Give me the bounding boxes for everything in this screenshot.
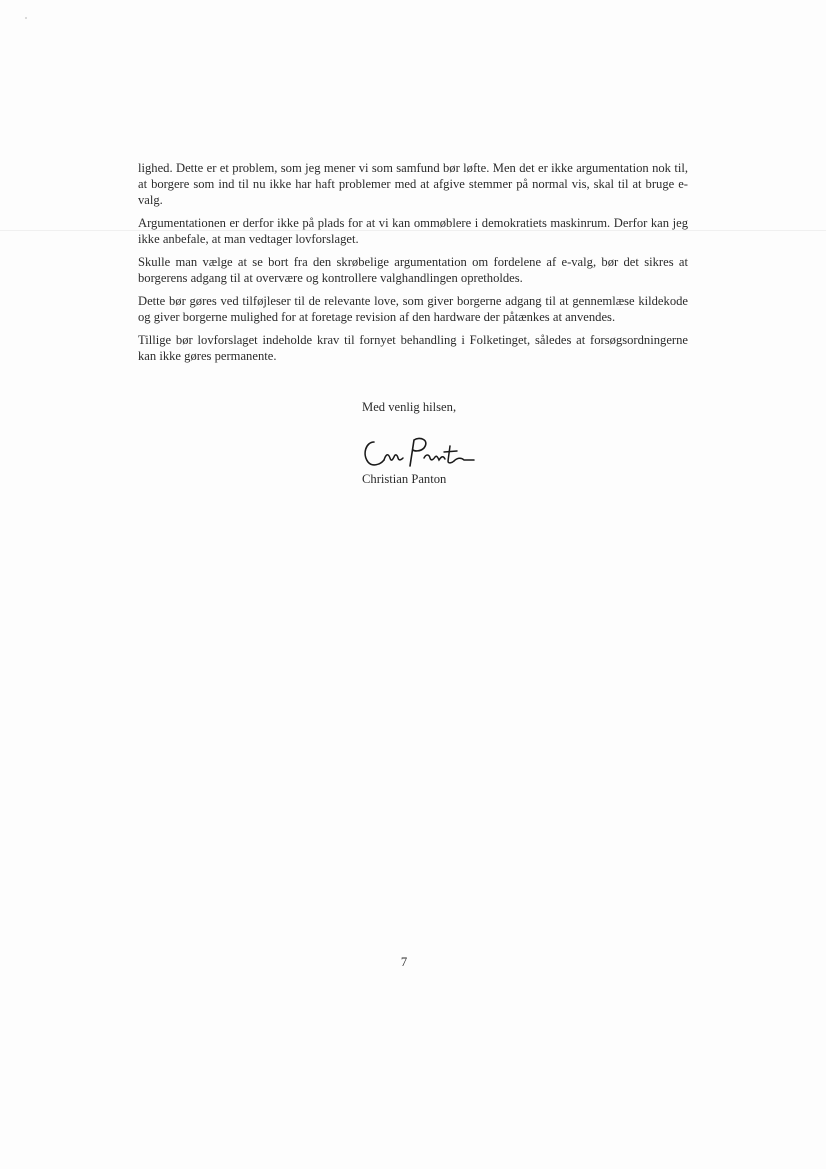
signer-name: Christian Panton — [362, 472, 447, 486]
paragraph: Tillige bør lovforslaget indeholde krav til fornyet behandling i Folketinget, således at forsøgsordningerne kan ikke gøres permanente. — [138, 333, 688, 363]
letter-body — [138, 160, 688, 371]
page-number: 7 — [400, 955, 408, 969]
handwritten-signature — [360, 432, 480, 472]
paragraph: lighed. Dette er et problem, som jeg mener vi som samfund bør løfte. Men det er ikke argumentation nok til, at borgere som ind til nu ikke har haft problemer med at afgive stemmer på normal vis, skal til at bruge e-valg. — [138, 161, 688, 207]
closing-salutation: Med venlig hilsen, — [362, 400, 457, 414]
scan-speck — [25, 17, 27, 19]
paragraph: Dette bør gøres ved tilføjleser til de relevante love, som giver borgerne adgang til at gennemlæse kildekode og giver borgerne mulighed for at foretage revision af den hardware der påtænkes at anvendes. — [138, 294, 688, 324]
paragraph: Skulle man vælge at se bort fra den skrøbelige argumentation om fordelene af e-valg, bør det sikres at borgerens adgang til at overvære og kontrollere valghandlingen opretholdes. — [138, 255, 688, 285]
paragraph: Argumentationen er derfor ikke på plads for at vi kan ommøblere i demokratiets maskinrum. Derfor kan jeg ikke anbefale, at man vedtager lovforslaget. — [138, 216, 688, 246]
